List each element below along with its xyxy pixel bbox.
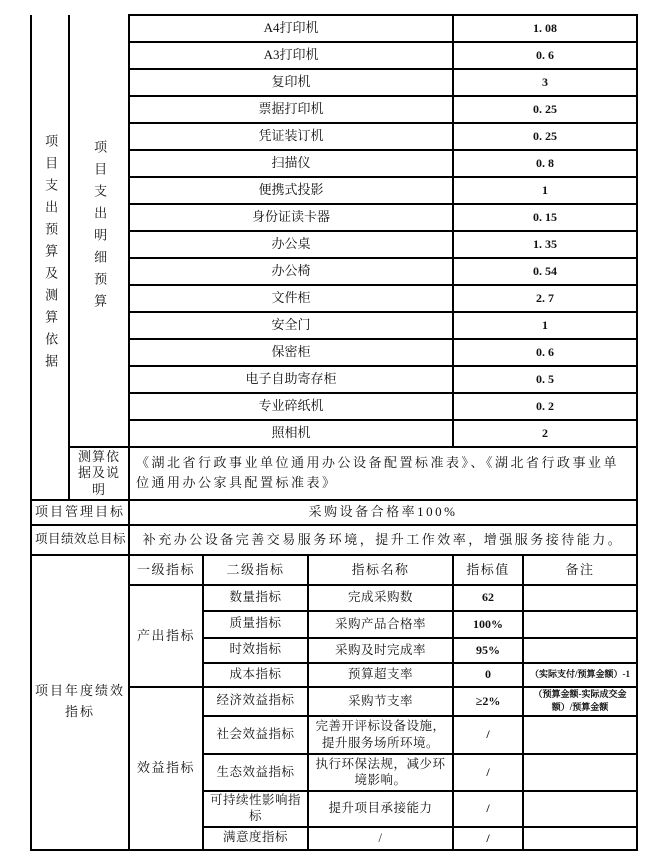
perf-goal-label: 项目绩效总目标 (31, 525, 129, 555)
indicator-note (523, 716, 637, 754)
equipment-value: 0. 6 (453, 42, 637, 69)
indicator-value: 0 (453, 663, 523, 687)
equipment-name: 便携式投影 (129, 177, 453, 204)
equipment-name: 专业碎纸机 (129, 393, 453, 420)
indicator-note: （预算金额-实际成交金额）/预算金额 (523, 687, 637, 716)
indicator-value: 95% (453, 638, 523, 663)
equipment-name: 电子自助寄存柜 (129, 366, 453, 393)
indicator-group-output: 产出指标 (129, 585, 203, 687)
indicator-level2: 生态效益指标 (203, 754, 308, 792)
equipment-name: 复印机 (129, 69, 453, 96)
equipment-value: 0. 2 (453, 393, 637, 420)
indicator-header-level2: 二级指标 (203, 555, 308, 585)
equipment-name: 照相机 (129, 420, 453, 447)
indicator-value: 100% (453, 611, 523, 638)
equipment-name: 身份证读卡器 (129, 204, 453, 231)
basis-text: 《湖北省行政事业单位通用办公设备配置标准表》、《湖北省行政事业单位通用办公家具配置标准表》 (129, 447, 637, 500)
vertical-header-project-budget-basis (31, 15, 69, 500)
indicator-note (523, 827, 637, 850)
indicator-value: / (453, 716, 523, 754)
indicator-note (523, 754, 637, 792)
equipment-value: 1 (453, 312, 637, 339)
indicator-note: （实际支付/预算金额）-1 (523, 663, 637, 687)
equipment-value: 0. 25 (453, 96, 637, 123)
indicator-note (523, 638, 637, 663)
indicator-header-level1: 一级指标 (129, 555, 203, 585)
equipment-name: 保密柜 (129, 339, 453, 366)
table-row (31, 447, 637, 500)
mgmt-goal-label: 项目管理目标 (31, 500, 129, 525)
indicator-level2: 质量指标 (203, 611, 308, 638)
annual-perf-label: 项目年度绩效指标 (31, 555, 129, 850)
indicator-header-value: 指标值 (453, 555, 523, 585)
equipment-name: A4打印机 (129, 15, 453, 42)
indicator-name: 采购节支率 (308, 687, 453, 716)
indicator-name: 完成采购数 (308, 585, 453, 611)
equipment-value: 0. 8 (453, 150, 637, 177)
equipment-name: 办公椅 (129, 258, 453, 285)
indicator-value: 62 (453, 585, 523, 611)
equipment-value: 0. 54 (453, 258, 637, 285)
indicator-header-name: 指标名称 (308, 555, 453, 585)
basis-label: 测算依据及说明 (69, 447, 129, 500)
indicator-name: 完善开评标设备设施，提升服务场所环境。 (308, 716, 453, 754)
equipment-name: 文件柜 (129, 285, 453, 312)
vertical-header-detail-budget (69, 15, 129, 447)
indicator-level2: 时效指标 (203, 638, 308, 663)
equipment-value: 1. 35 (453, 231, 637, 258)
equipment-value: 2 (453, 420, 637, 447)
indicator-note (523, 611, 637, 638)
indicator-level2: 数量指标 (203, 585, 308, 611)
vertical-header-text: 项目支出预算及测算依据 (43, 133, 59, 376)
vertical-header-text: 项目支出明细预算 (92, 140, 108, 317)
indicator-note (523, 585, 637, 611)
budget-performance-table (30, 14, 638, 851)
equipment-name: 扫描仪 (129, 150, 453, 177)
mgmt-goal-value: 采购设备合格率100% (129, 500, 637, 525)
equipment-value: 3 (453, 69, 637, 96)
equipment-value: 2. 7 (453, 285, 637, 312)
indicator-value: / (453, 754, 523, 792)
equipment-name: 票据打印机 (129, 96, 453, 123)
equipment-name: 凭证装订机 (129, 123, 453, 150)
equipment-value: 0. 25 (453, 123, 637, 150)
table-row (31, 15, 637, 42)
indicator-level2: 经济效益指标 (203, 687, 308, 716)
equipment-value: 1 (453, 177, 637, 204)
indicator-value: / (453, 791, 523, 826)
indicator-name: 执行环保法规，减少环境影响。 (308, 754, 453, 792)
equipment-name: 安全门 (129, 312, 453, 339)
equipment-value: 0. 5 (453, 366, 637, 393)
perf-goal-value: 补充办公设备完善交易服务环境，提升工作效率，增强服务接待能力。 (129, 525, 637, 555)
indicator-name: / (308, 827, 453, 850)
indicator-group-benefit: 效益指标 (129, 687, 203, 850)
indicator-level2: 可持续性影响指标 (203, 791, 308, 826)
table-row (31, 555, 637, 585)
indicator-level2: 成本指标 (203, 663, 308, 687)
equipment-value: 0. 6 (453, 339, 637, 366)
equipment-value: 1. 08 (453, 15, 637, 42)
indicator-name: 采购产品合格率 (308, 611, 453, 638)
indicator-header-note: 备注 (523, 555, 637, 585)
indicator-value: / (453, 827, 523, 850)
indicator-name: 预算超支率 (308, 663, 453, 687)
indicator-level2: 社会效益指标 (203, 716, 308, 754)
equipment-name: 办公桌 (129, 231, 453, 258)
table-row (31, 500, 637, 525)
indicator-name: 提升项目承接能力 (308, 791, 453, 826)
equipment-name: A3打印机 (129, 42, 453, 69)
table-row (31, 525, 637, 555)
equipment-value: 0. 15 (453, 204, 637, 231)
indicator-value: ≥2% (453, 687, 523, 716)
indicator-name: 采购及时完成率 (308, 638, 453, 663)
indicator-level2: 满意度指标 (203, 827, 308, 850)
indicator-note (523, 791, 637, 826)
